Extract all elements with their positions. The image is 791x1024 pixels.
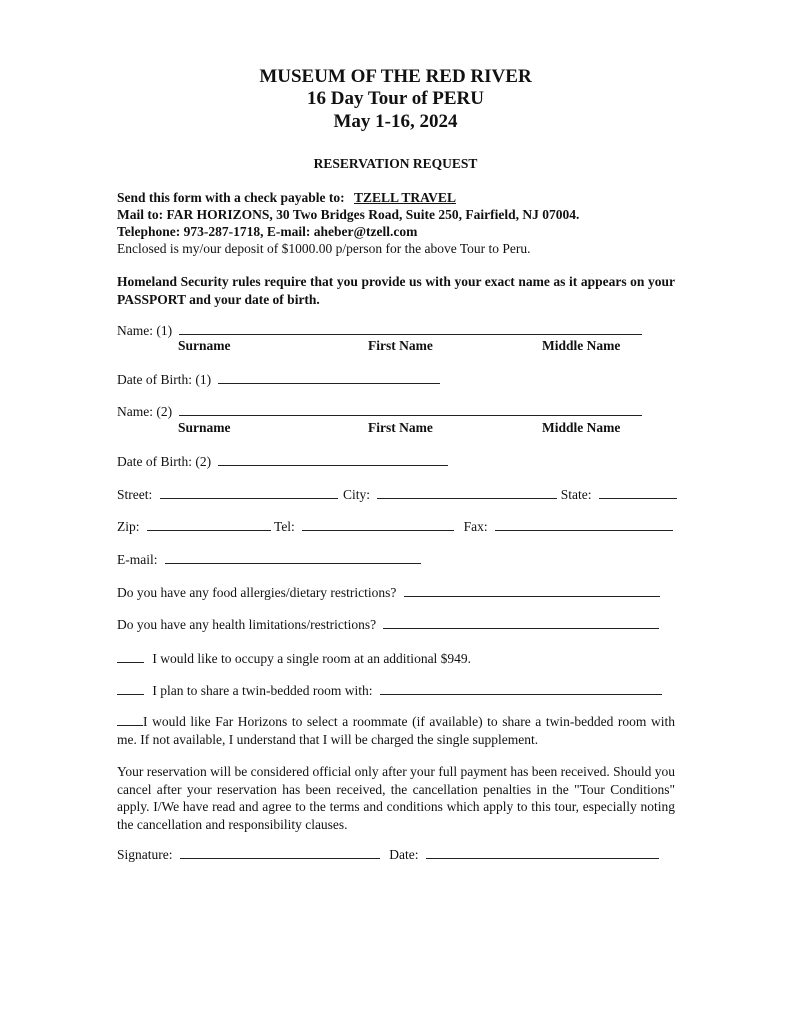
name1-label: Name: (1)	[117, 323, 173, 338]
city-input[interactable]	[377, 486, 557, 499]
mail-address: Mail to: FAR HORIZONS, 30 Two Bridges Road, Suite 250, Fairfield, NJ 07004.	[117, 207, 580, 222]
zip-label: Zip:	[117, 519, 140, 534]
single-room-row	[117, 650, 471, 667]
dob2-label: Date of Birth: (2)	[117, 454, 212, 469]
zip-input[interactable]	[147, 518, 271, 531]
dob1-label: Date of Birth: (1)	[117, 372, 212, 387]
dob2-input[interactable]	[218, 453, 448, 466]
signature-label: Signature:	[117, 847, 173, 862]
fax-label: Fax:	[463, 519, 488, 534]
terms-statement: Your reservation will be considered official only after your full payment has been received. Should you cancel after your reservation has been received, the cancellation penalties in the "Tour Conditions" apply. I/We have read and agree to the terms and conditions which apply to this tour, especially noting the cancellation and responsibility clauses.	[117, 764, 675, 832]
city-label: City:	[343, 487, 371, 502]
check-payable-line	[117, 189, 456, 206]
share-room-label: I plan to share a twin-bedded room with:	[152, 683, 373, 698]
middle-name-label-1: Middle Name	[542, 338, 621, 353]
address-row	[117, 486, 677, 503]
street-label: Street:	[117, 487, 153, 502]
signature-input[interactable]	[180, 846, 380, 859]
tour-title: 16 Day Tour of PERU	[306, 88, 484, 109]
health-label: Do you have any health limitations/restrictions?	[117, 617, 377, 632]
single-room-label: I would like to occupy a single room at an additional $949.	[152, 651, 472, 666]
allergies-row	[117, 584, 660, 601]
name2-row	[117, 403, 642, 420]
signature-row	[117, 846, 659, 863]
share-room-row	[117, 682, 662, 699]
dob1-input[interactable]	[218, 371, 440, 384]
email-row	[117, 551, 421, 568]
roommate-statement: I would like Far Horizons to select a roommate (if available) to share a twin-bedded room with me. If not available, I understand that I will be charged the single supplement.	[117, 714, 675, 747]
tel-input[interactable]	[302, 518, 454, 531]
tel-label: Tel:	[274, 519, 295, 534]
payee-name: TZELL TRAVEL	[354, 190, 456, 205]
email-label: E-mail:	[117, 552, 158, 567]
first-name-label-1: First Name	[368, 338, 433, 353]
first-name-label-2: First Name	[368, 420, 433, 435]
form-title: RESERVATION REQUEST	[313, 156, 478, 171]
security-note: Homeland Security rules require that you provide us with your exact name as it appears on your PASSPORT and your date of birth.	[117, 274, 675, 307]
name2-label: Name: (2)	[117, 404, 173, 419]
tour-dates: May 1-16, 2024	[333, 111, 458, 132]
fax-input[interactable]	[495, 518, 673, 531]
date-input[interactable]	[426, 846, 659, 859]
zip-row	[117, 518, 673, 535]
dob1-row	[117, 371, 440, 388]
middle-name-label-2: Middle Name	[542, 420, 621, 435]
surname-label-2: Surname	[178, 420, 231, 435]
share-room-input[interactable]	[380, 682, 662, 695]
contact-info: Telephone: 973-287-1718, E-mail: aheber@tzell.com	[117, 224, 418, 239]
street-input[interactable]	[160, 486, 338, 499]
surname-label-1: Surname	[178, 338, 231, 353]
state-label: State:	[560, 487, 592, 502]
name1-row	[117, 322, 642, 339]
health-row	[117, 616, 659, 633]
email-input[interactable]	[165, 551, 421, 564]
allergies-input[interactable]	[404, 584, 660, 597]
deposit-statement: Enclosed is my/our deposit of $1000.00 p/person for the above Tour to Peru.	[117, 241, 531, 256]
share-room-check[interactable]	[117, 682, 144, 695]
museum-title: MUSEUM OF THE RED RIVER	[259, 66, 532, 87]
allergies-label: Do you have any food allergies/dietary restrictions?	[117, 585, 397, 600]
date-label: Date:	[389, 847, 419, 862]
health-input[interactable]	[383, 616, 659, 629]
check-payable-label: Send this form with a check payable to:	[117, 190, 345, 205]
single-room-check[interactable]	[117, 650, 144, 663]
name2-input[interactable]	[179, 403, 642, 416]
name1-input[interactable]	[179, 322, 642, 335]
state-input[interactable]	[599, 486, 677, 499]
dob2-row	[117, 453, 448, 470]
